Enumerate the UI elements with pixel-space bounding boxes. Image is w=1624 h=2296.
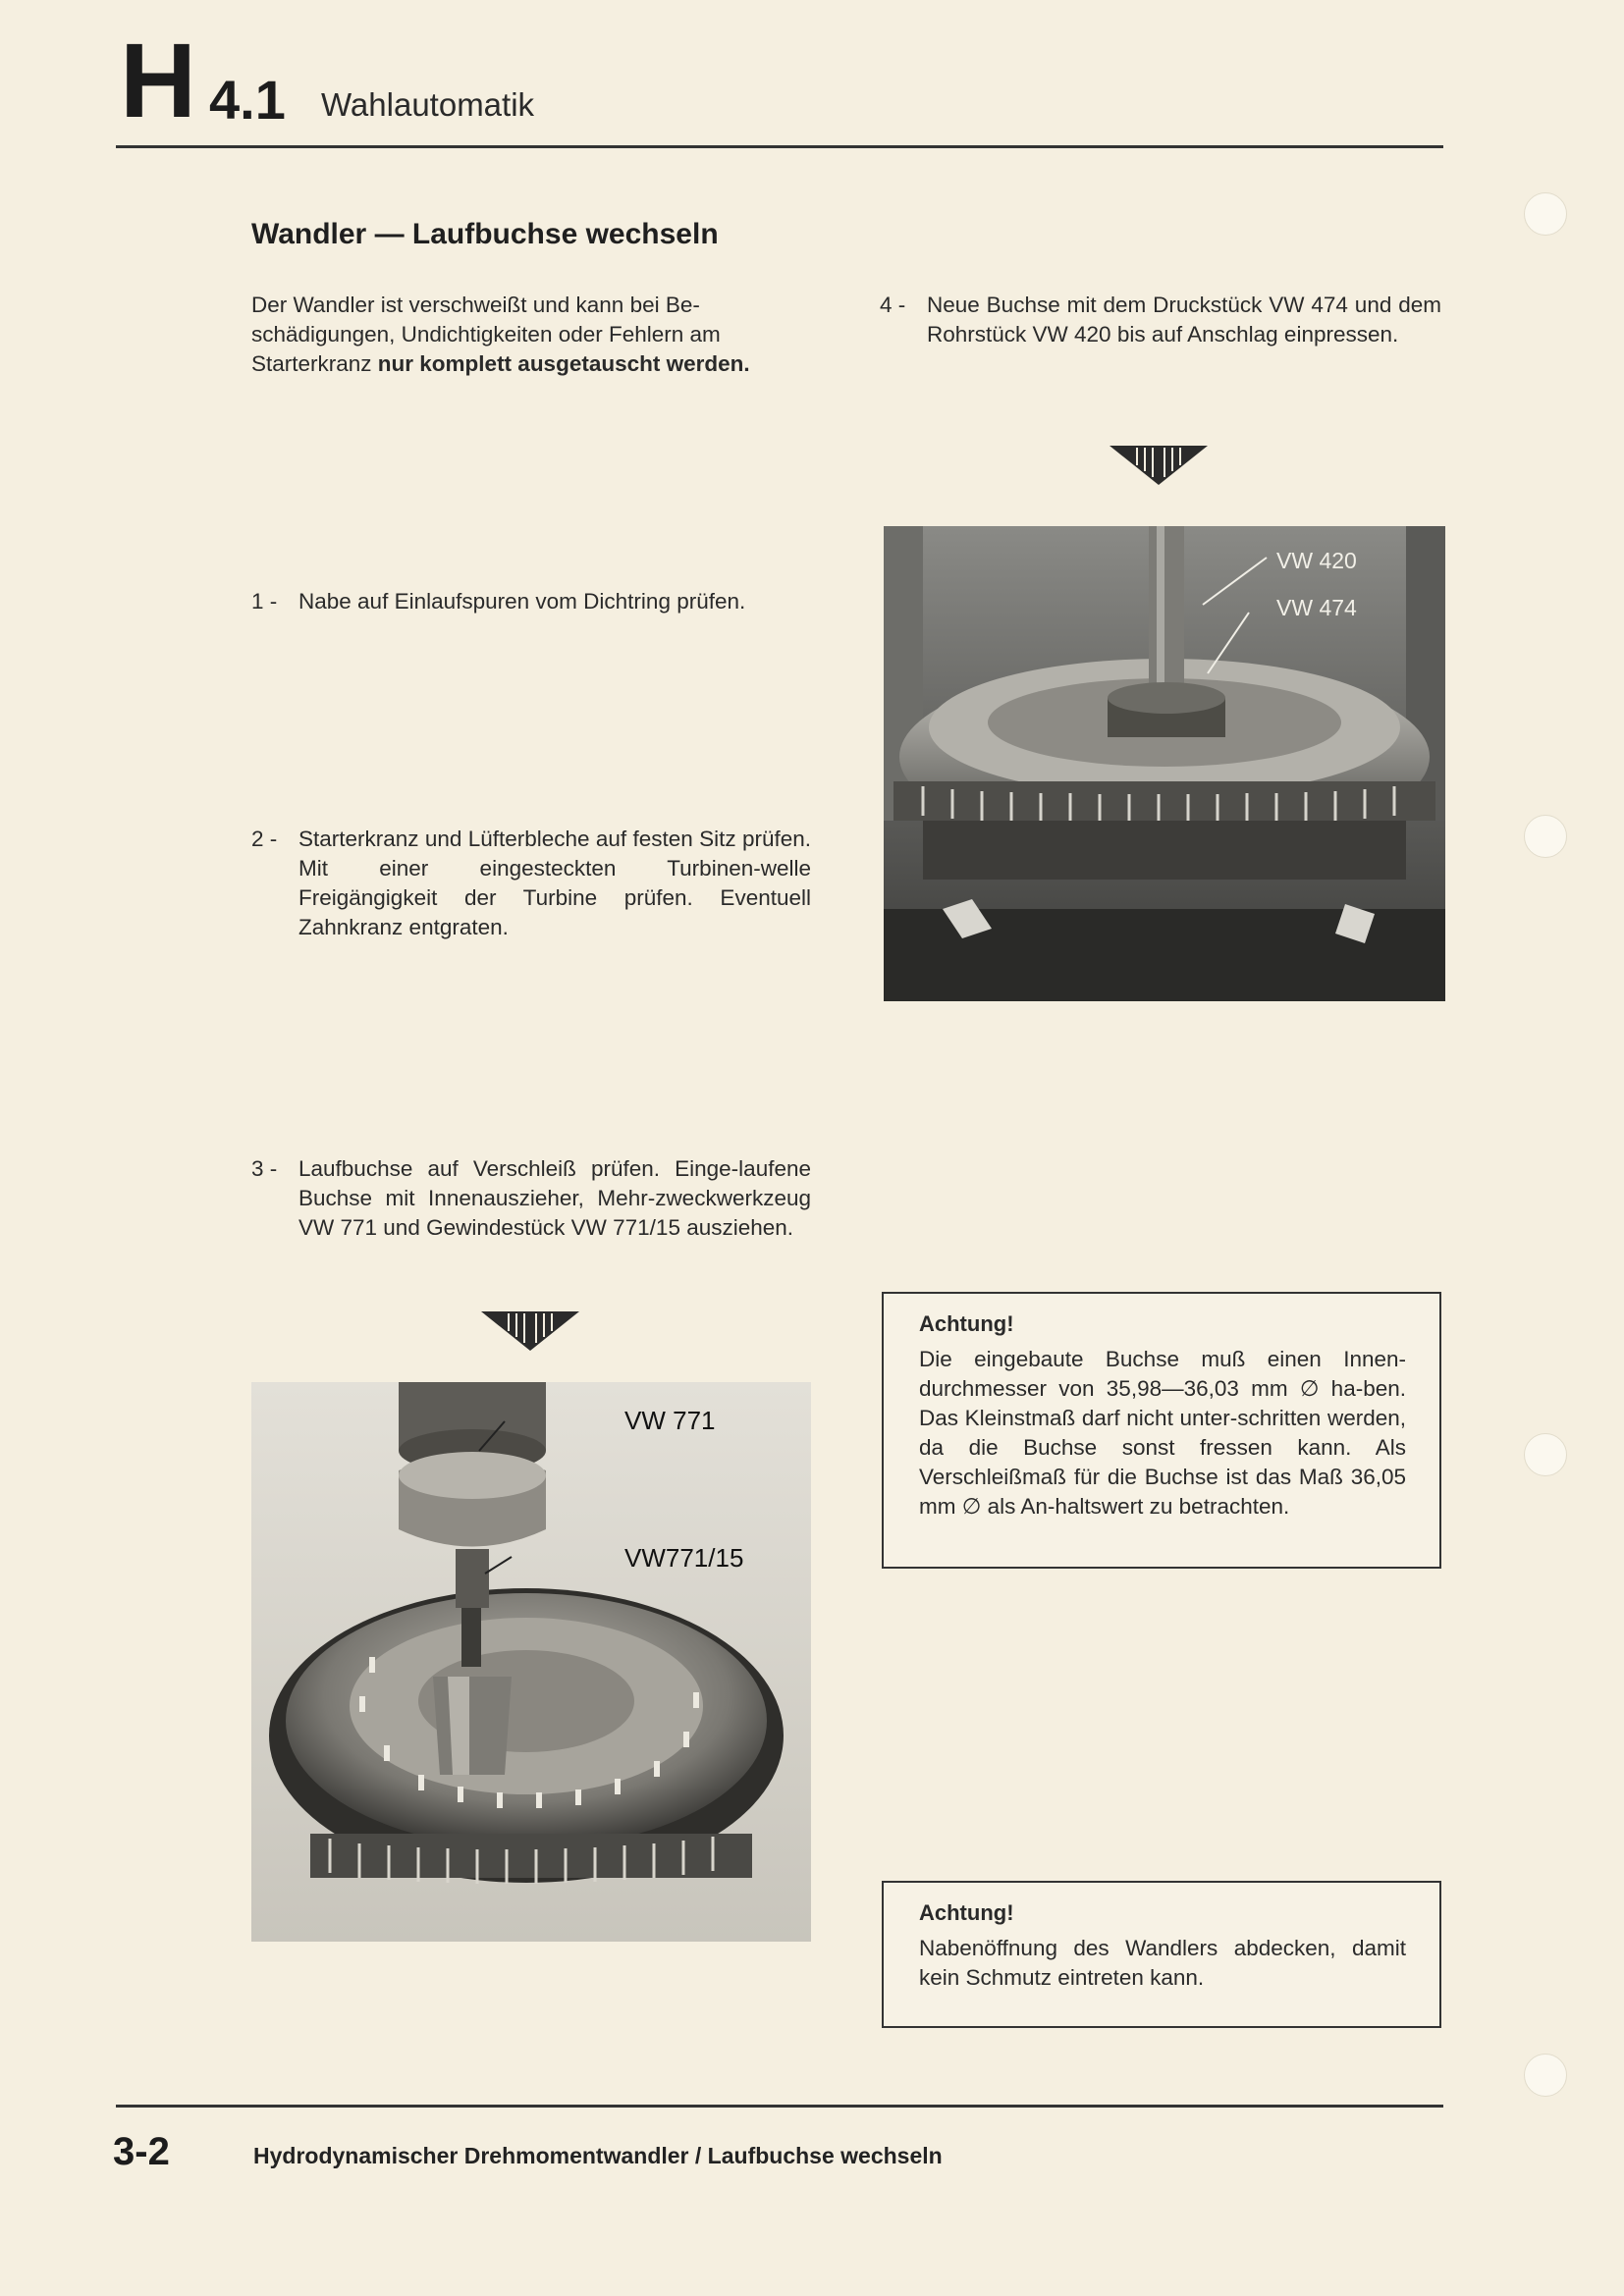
- note-text: Die eingebaute Buchse muß einen Innen-durchmesser von 35,98—36,03 mm ∅ ha-ben. Das Kleinstmaß darf nicht unter-schritten werden, da die Buchse sonst fressen kann. Als Verschleißmaß für die Buchse ist das Maß 36,05 mm ∅ als An-haltswert zu betrachten.: [919, 1347, 1406, 1519]
- intro-paragraph: [251, 291, 811, 379]
- step-4: [880, 291, 1441, 349]
- step-number: 3 -: [251, 1156, 278, 1181]
- section-title: Wandler — Laufbuchse wechseln: [251, 218, 719, 250]
- step-number: 2 -: [251, 827, 278, 851]
- punch-hole: [1524, 2054, 1567, 2097]
- note-box-wear: [882, 1292, 1441, 1569]
- chapter-number: 4.1: [209, 69, 286, 131]
- label-vw420: VW 420: [1276, 548, 1357, 573]
- step-number: 4 -: [880, 293, 906, 317]
- footer-title: Hydrodynamischer Drehmomentwandler / Laufbuchse wechseln: [253, 2143, 943, 2168]
- converter-press-illustration: [884, 526, 1445, 1001]
- step-1: [251, 587, 811, 616]
- down-arrow-icon: [1108, 444, 1210, 487]
- step-3: [251, 1154, 811, 1243]
- intro-bold: nur komplett ausgetauscht werden.: [377, 351, 750, 376]
- photo-bushing-extractor: [251, 1382, 811, 1942]
- intro-line: Der Wandler ist verschweißt und kann bei Be-: [251, 293, 700, 317]
- note-box-cover: [882, 1881, 1441, 2028]
- note-title: Achtung!: [919, 1900, 1014, 1925]
- step-text: Laufbuchse auf Verschleiß prüfen. Einge-laufene Buchse mit Innenauszieher, Mehr-zweckwerkzeug VW 771 und Gewindestück VW 771/15 ausziehen.: [298, 1156, 811, 1240]
- chapter-title: Wahlautomatik: [321, 86, 535, 123]
- header-rule: [116, 145, 1443, 148]
- footer-rule: [116, 2105, 1443, 2108]
- step-text: Neue Buchse mit dem Druckstück VW 474 und dem Rohrstück VW 420 bis auf Anschlag einpressen.: [927, 293, 1441, 347]
- photo-press-bushing: [884, 526, 1445, 1001]
- label-vw474: VW 474: [1276, 595, 1357, 620]
- intro-plain: Starterkranz: [251, 351, 378, 376]
- page-number: 3-2: [113, 2130, 170, 2173]
- chapter-letter: H: [120, 21, 194, 139]
- step-text: Starterkranz und Lüfterbleche auf festen Sitz prüfen. Mit einer eingesteckten Turbinen-welle Freigängigkeit der Turbine prüfen. Eventuell Zahnkranz entgraten.: [298, 827, 811, 939]
- label-vw771-15: VW771/15: [624, 1543, 744, 1573]
- extractor-illustration: [251, 1382, 811, 1942]
- punch-hole: [1524, 1433, 1567, 1476]
- note-title: Achtung!: [919, 1311, 1014, 1336]
- punch-hole: [1524, 815, 1567, 858]
- down-arrow-icon: [479, 1309, 581, 1353]
- intro-line: schädigungen, Undichtigkeiten oder Fehlern am: [251, 322, 721, 347]
- step-number: 1 -: [251, 589, 278, 614]
- intro-line: [251, 349, 811, 379]
- step-2: [251, 825, 811, 942]
- punch-hole: [1524, 192, 1567, 236]
- note-text: Nabenöffnung des Wandlers abdecken, damit kein Schmutz eintreten kann.: [919, 1936, 1406, 1990]
- label-vw771: VW 771: [624, 1406, 716, 1435]
- step-text: Nabe auf Einlaufspuren vom Dichtring prüfen.: [298, 589, 746, 614]
